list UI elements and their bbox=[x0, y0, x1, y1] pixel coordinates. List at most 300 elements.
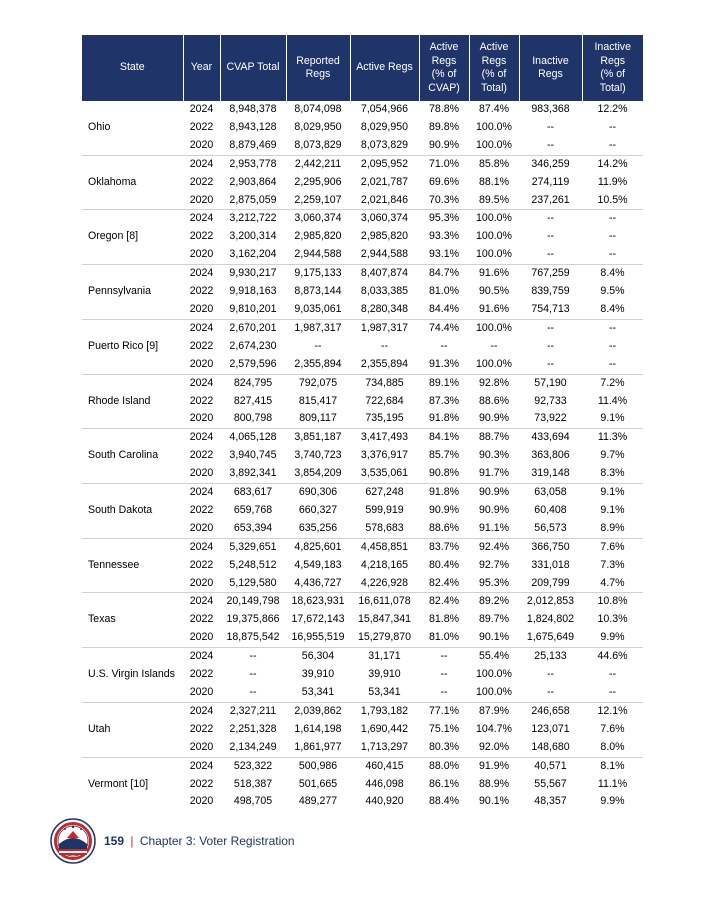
inactive-regs-cell: 433,694 bbox=[519, 429, 582, 447]
reported-regs-cell: 660,327 bbox=[298, 503, 338, 516]
active-pct-cvap-cell: 93.3% bbox=[428, 230, 460, 243]
inactive-regs-cell: 1,824,802 bbox=[526, 613, 575, 626]
active-regs-cell: 2,021,846 bbox=[360, 193, 409, 206]
year-cell: 2020 bbox=[189, 795, 214, 808]
active-pct-cvap-cell: 84.1% bbox=[419, 429, 469, 447]
inactive-pct-total-cell: -- bbox=[582, 319, 643, 337]
active-regs-cell: 7,054,966 bbox=[360, 103, 409, 115]
inactive-regs-cell: -- bbox=[546, 138, 555, 151]
reported-regs-cell: 17,672,143 bbox=[291, 613, 345, 626]
active-regs-cell: 15,847,341 bbox=[357, 613, 412, 626]
active-regs-cell: 1,690,442 bbox=[360, 722, 409, 735]
cvap-total-cell: -- bbox=[249, 686, 257, 698]
footer-separator: | bbox=[130, 834, 134, 848]
active-pct-total-cell: 100.0% bbox=[476, 686, 512, 698]
cvap-total-cell: 3,940,745 bbox=[229, 449, 277, 462]
active-pct-cvap-cell: 85.7% bbox=[428, 449, 460, 462]
inactive-pct-total-cell: -- bbox=[608, 357, 617, 370]
reported-regs-cell: 3,060,374 bbox=[286, 210, 350, 228]
state-name-cell: Rhode Island bbox=[82, 374, 183, 429]
inactive-pct-total-cell: -- bbox=[582, 210, 643, 228]
active-pct-total-cell: 91.7% bbox=[478, 467, 510, 480]
active-pct-total-cell: 88.7% bbox=[469, 429, 519, 447]
reported-regs-cell: 2,295,906 bbox=[294, 175, 342, 188]
year-cell: 2024 bbox=[183, 265, 220, 283]
inactive-regs-cell: -- bbox=[546, 686, 555, 698]
year-cell: 2022 bbox=[189, 613, 214, 626]
active-pct-cvap-cell: 71.0% bbox=[419, 155, 469, 173]
year-cell: 2024 bbox=[183, 155, 220, 173]
reported-regs-cell: 501,665 bbox=[298, 777, 338, 790]
state-name-cell: Utah bbox=[82, 702, 183, 757]
state-name-cell: Oregon [8] bbox=[82, 210, 183, 265]
active-regs-cell: 2,985,820 bbox=[360, 230, 409, 243]
active-pct-cvap-cell: 80.3% bbox=[428, 740, 460, 753]
active-regs-cell: 15,279,870 bbox=[357, 631, 412, 644]
active-pct-cvap-cell: 88.4% bbox=[428, 795, 460, 808]
active-regs-cell: 8,029,950 bbox=[360, 120, 409, 133]
active-pct-total-cell: 91.9% bbox=[469, 757, 519, 775]
reported-regs-cell: 16,955,519 bbox=[291, 631, 345, 644]
active-pct-total-cell: 100.0% bbox=[476, 138, 512, 151]
inactive-regs-cell: 237,261 bbox=[531, 193, 570, 206]
active-regs-cell: 1,713,297 bbox=[360, 740, 409, 753]
page-number: 159 bbox=[104, 834, 125, 848]
active-pct-cvap-cell: 82.4% bbox=[419, 593, 469, 611]
inactive-regs-cell: 60,408 bbox=[534, 503, 567, 516]
active-regs-cell: 3,535,061 bbox=[360, 467, 409, 480]
cvap-total-cell: 800,798 bbox=[233, 412, 273, 425]
year-cell: 2024 bbox=[183, 210, 220, 228]
active-pct-total-cell: 91.1% bbox=[478, 521, 510, 534]
active-pct-cvap-cell: 91.8% bbox=[419, 484, 469, 502]
table-row bbox=[82, 648, 643, 666]
reported-regs-cell: 500,986 bbox=[286, 757, 350, 775]
year-cell: 2024 bbox=[183, 702, 220, 720]
cvap-total-cell: 2,670,201 bbox=[220, 319, 286, 337]
reported-regs-cell: 4,549,183 bbox=[294, 558, 342, 571]
year-cell: 2022 bbox=[189, 503, 214, 516]
year-cell: 2020 bbox=[189, 467, 214, 480]
inactive-pct-total-cell: 11.9% bbox=[597, 175, 628, 188]
state-name-cell: Texas bbox=[82, 593, 183, 648]
inactive-regs-cell: 319,148 bbox=[531, 467, 570, 480]
active-pct-total-cell: 100.0% bbox=[476, 120, 512, 133]
reported-regs-cell: 3,851,187 bbox=[286, 429, 350, 447]
inactive-pct-total-cell: 12.2% bbox=[597, 103, 628, 115]
state-name-cell: Ohio bbox=[88, 120, 111, 133]
inactive-pct-total-cell: -- bbox=[608, 120, 617, 133]
cvap-total-cell: 3,162,204 bbox=[229, 248, 277, 261]
reported-regs-cell: 2,039,862 bbox=[286, 702, 350, 720]
inactive-regs-cell: 2,012,853 bbox=[519, 593, 582, 611]
year-cell: 2022 bbox=[189, 230, 214, 243]
reported-regs-cell: 2,944,588 bbox=[294, 248, 342, 261]
year-cell: 2024 bbox=[189, 103, 214, 115]
inactive-regs-cell: -- bbox=[519, 319, 582, 337]
reported-regs-cell: 53,341 bbox=[301, 686, 335, 698]
active-pct-total-cell: 88.6% bbox=[478, 394, 510, 407]
active-regs-cell: 3,417,493 bbox=[350, 429, 419, 447]
active-pct-cvap-cell: 91.8% bbox=[428, 412, 460, 425]
active-regs-cell: 735,195 bbox=[365, 412, 404, 425]
reported-regs-cell: 9,175,133 bbox=[286, 265, 350, 283]
cvap-total-cell: 824,795 bbox=[220, 374, 286, 392]
inactive-pct-total-cell: 9.1% bbox=[582, 484, 643, 502]
inactive-pct-total-cell: 7.2% bbox=[582, 374, 643, 392]
year-cell: 2020 bbox=[189, 302, 214, 315]
cvap-total-cell: 2,674,230 bbox=[229, 339, 277, 352]
inactive-pct-total-cell: 8.9% bbox=[600, 521, 625, 534]
header-reported-regs: Reported Regs bbox=[286, 35, 350, 101]
active-pct-cvap-cell: 89.1% bbox=[419, 374, 469, 392]
active-regs-cell: 734,885 bbox=[350, 374, 419, 392]
state-name-cell: Tennessee bbox=[82, 538, 183, 593]
active-regs-cell: 31,171 bbox=[350, 648, 419, 666]
footer-text bbox=[104, 834, 295, 848]
inactive-pct-total-cell: -- bbox=[608, 686, 617, 698]
cvap-total-cell: 9,810,201 bbox=[229, 302, 277, 315]
cvap-total-cell: 18,875,542 bbox=[226, 631, 280, 644]
inactive-pct-total-cell: 11.4% bbox=[597, 394, 628, 407]
inactive-regs-cell: -- bbox=[519, 210, 582, 228]
active-pct-total-cell: 100.0% bbox=[476, 230, 512, 243]
active-regs-cell: -- bbox=[380, 339, 389, 352]
inactive-regs-cell: -- bbox=[546, 357, 555, 370]
inactive-pct-total-cell: 9.9% bbox=[600, 631, 625, 644]
inactive-regs-cell: 56,573 bbox=[534, 521, 567, 534]
reported-regs-cell: 815,417 bbox=[298, 394, 338, 407]
header-state: State bbox=[82, 35, 183, 101]
inactive-regs-cell: 48,357 bbox=[534, 795, 567, 808]
inactive-regs-cell: 57,190 bbox=[519, 374, 582, 392]
year-cell: 2024 bbox=[183, 757, 220, 775]
cvap-total-cell: 683,617 bbox=[220, 484, 286, 502]
reported-regs-cell: 3,854,209 bbox=[294, 467, 342, 480]
reported-regs-cell: 8,873,144 bbox=[294, 285, 342, 298]
year-cell: 2020 bbox=[189, 412, 214, 425]
year-cell: 2022 bbox=[189, 449, 214, 462]
reported-regs-cell: 1,987,317 bbox=[286, 319, 350, 337]
reported-regs-cell: 2,985,820 bbox=[294, 230, 342, 243]
year-cell: 2022 bbox=[189, 777, 214, 790]
active-pct-total-cell: 85.8% bbox=[469, 155, 519, 173]
active-pct-total-cell: 100.0% bbox=[469, 210, 519, 228]
inactive-regs-cell: 73,922 bbox=[534, 412, 567, 425]
inactive-pct-total-cell: 8.4% bbox=[600, 302, 625, 315]
active-regs-cell: 4,218,165 bbox=[360, 558, 409, 571]
chapter-title: Chapter 3: Voter Registration bbox=[139, 834, 295, 848]
active-pct-total-cell: 89.5% bbox=[478, 193, 510, 206]
cvap-total-cell: 653,394 bbox=[233, 521, 273, 534]
inactive-pct-total-cell: 7.6% bbox=[582, 538, 643, 556]
table-body bbox=[82, 101, 643, 811]
page-footer bbox=[50, 815, 295, 867]
inactive-regs-cell: 63,058 bbox=[519, 484, 582, 502]
reported-regs-cell: 1,614,198 bbox=[294, 722, 342, 735]
inactive-regs-cell: -- bbox=[546, 230, 555, 243]
inactive-regs-cell: 55,567 bbox=[534, 777, 567, 790]
year-cell: 2024 bbox=[183, 429, 220, 447]
inactive-regs-cell: 246,658 bbox=[519, 702, 582, 720]
table-row bbox=[82, 210, 643, 228]
inactive-regs-cell: 148,680 bbox=[531, 740, 570, 753]
cvap-total-cell: 5,248,512 bbox=[229, 558, 277, 571]
year-cell: 2022 bbox=[189, 175, 214, 188]
active-pct-cvap-cell: 91.3% bbox=[428, 357, 460, 370]
year-cell: 2024 bbox=[183, 374, 220, 392]
year-cell: 2020 bbox=[189, 631, 214, 644]
inactive-regs-cell: 983,368 bbox=[531, 103, 570, 115]
cvap-total-cell: 4,065,128 bbox=[220, 429, 286, 447]
year-cell: 2020 bbox=[189, 248, 214, 261]
cvap-total-cell: 20,149,798 bbox=[220, 593, 286, 611]
table-row bbox=[82, 101, 643, 119]
year-cell: 2020 bbox=[189, 686, 214, 698]
active-pct-cvap-cell: 93.1% bbox=[428, 248, 460, 261]
table-row bbox=[82, 265, 643, 283]
active-pct-total-cell: 92.8% bbox=[469, 374, 519, 392]
active-pct-total-cell: 90.1% bbox=[478, 631, 510, 644]
inactive-pct-total-cell: 7.6% bbox=[600, 722, 625, 735]
reported-regs-cell: 3,740,723 bbox=[294, 449, 342, 462]
inactive-pct-total-cell: -- bbox=[608, 138, 617, 151]
active-regs-cell: 578,683 bbox=[365, 521, 404, 534]
reported-regs-cell: 1,861,977 bbox=[294, 740, 342, 753]
active-pct-total-cell: 88.9% bbox=[478, 777, 510, 790]
active-regs-cell: 2,355,894 bbox=[360, 357, 409, 370]
voter-registration-table bbox=[82, 35, 643, 811]
active-pct-cvap-cell: 70.3% bbox=[428, 193, 460, 206]
cvap-total-cell: 2,903,864 bbox=[229, 175, 277, 188]
active-pct-cvap-cell: 81.0% bbox=[428, 285, 460, 298]
active-pct-cvap-cell: 84.7% bbox=[419, 265, 469, 283]
reported-regs-cell: 2,355,894 bbox=[294, 357, 342, 370]
active-pct-cvap-cell: 90.9% bbox=[428, 138, 460, 151]
reported-regs-cell: 8,074,098 bbox=[294, 103, 342, 115]
active-pct-total-cell: 90.5% bbox=[478, 285, 510, 298]
table-row bbox=[82, 429, 643, 447]
active-regs-cell: 16,611,078 bbox=[350, 593, 419, 611]
inactive-pct-total-cell: 14.2% bbox=[582, 155, 643, 173]
active-pct-total-cell: 100.0% bbox=[476, 357, 512, 370]
inactive-pct-total-cell: 12.1% bbox=[582, 702, 643, 720]
active-regs-cell: 8,073,829 bbox=[360, 138, 409, 151]
reported-regs-cell: 792,075 bbox=[286, 374, 350, 392]
cvap-total-cell: 2,579,596 bbox=[229, 357, 277, 370]
active-pct-total-cell: 100.0% bbox=[476, 248, 512, 261]
active-pct-total-cell: 95.3% bbox=[478, 576, 510, 589]
active-pct-cvap-cell: 90.8% bbox=[428, 467, 460, 480]
active-pct-cvap-cell: 81.8% bbox=[428, 613, 460, 626]
active-regs-cell: 8,033,385 bbox=[360, 285, 409, 298]
year-cell: 2020 bbox=[189, 193, 214, 206]
active-pct-cvap-cell: -- bbox=[419, 648, 469, 666]
active-regs-cell: 2,944,588 bbox=[360, 248, 409, 261]
inactive-pct-total-cell: 9.7% bbox=[600, 449, 625, 462]
header-inactive-regs: Inactive Regs bbox=[519, 35, 582, 101]
cvap-total-cell: -- bbox=[220, 648, 286, 666]
inactive-pct-total-cell: -- bbox=[608, 248, 617, 261]
active-pct-cvap-cell: 88.6% bbox=[428, 521, 460, 534]
reported-regs-cell: -- bbox=[314, 339, 322, 352]
cvap-total-cell: 827,415 bbox=[233, 394, 273, 407]
active-regs-cell: 722,684 bbox=[365, 394, 404, 407]
inactive-pct-total-cell: 4.7% bbox=[600, 576, 625, 589]
active-regs-cell: 2,095,952 bbox=[350, 155, 419, 173]
active-pct-cvap-cell: 74.4% bbox=[419, 319, 469, 337]
inactive-pct-total-cell: 9.5% bbox=[600, 285, 625, 298]
active-regs-cell: 446,098 bbox=[365, 777, 404, 790]
table-row bbox=[82, 757, 643, 775]
table-row bbox=[82, 538, 643, 556]
active-pct-cvap-cell: 90.9% bbox=[428, 503, 460, 516]
cvap-total-cell: 2,134,249 bbox=[229, 740, 277, 753]
header-cvap-total: CVAP Total bbox=[220, 35, 286, 101]
inactive-pct-total-cell: 8.4% bbox=[582, 265, 643, 283]
inactive-pct-total-cell: 8.1% bbox=[582, 757, 643, 775]
reported-regs-cell: 8,029,950 bbox=[294, 120, 342, 133]
inactive-regs-cell: 346,259 bbox=[519, 155, 582, 173]
year-cell: 2020 bbox=[189, 138, 214, 151]
cvap-total-cell: 8,879,469 bbox=[229, 138, 277, 151]
state-name-cell: U.S. Virgin Islands bbox=[82, 648, 183, 703]
reported-regs-cell: 2,259,107 bbox=[294, 193, 342, 206]
cvap-total-cell: 518,387 bbox=[233, 777, 273, 790]
cvap-total-cell: 2,953,778 bbox=[220, 155, 286, 173]
year-cell: 2024 bbox=[183, 593, 220, 611]
year-cell: 2024 bbox=[183, 484, 220, 502]
year-cell: 2024 bbox=[183, 538, 220, 556]
reported-regs-cell: 4,436,727 bbox=[294, 576, 342, 589]
year-cell: 2022 bbox=[189, 120, 214, 133]
inactive-regs-cell: 767,259 bbox=[519, 265, 582, 283]
inactive-pct-total-cell: 8.3% bbox=[600, 467, 625, 480]
active-pct-total-cell: 90.9% bbox=[478, 412, 510, 425]
cvap-total-cell: 3,200,314 bbox=[229, 230, 277, 243]
state-name-cell: Vermont [10] bbox=[82, 757, 183, 811]
inactive-regs-cell: -- bbox=[546, 120, 555, 133]
inactive-regs-cell: 40,571 bbox=[519, 757, 582, 775]
cvap-total-cell: 3,892,341 bbox=[229, 467, 277, 480]
year-cell: 2022 bbox=[189, 339, 214, 352]
active-regs-cell: 1,987,317 bbox=[350, 319, 419, 337]
active-regs-cell: 2,021,787 bbox=[360, 175, 409, 188]
year-cell: 2022 bbox=[189, 394, 214, 407]
active-pct-cvap-cell: 78.8% bbox=[428, 103, 460, 115]
active-pct-total-cell: 55.4% bbox=[469, 648, 519, 666]
active-regs-cell: 4,458,851 bbox=[350, 538, 419, 556]
active-pct-cvap-cell: 86.1% bbox=[428, 777, 460, 790]
active-pct-total-cell: 104.7% bbox=[476, 722, 512, 735]
cvap-total-cell: 9,930,217 bbox=[220, 265, 286, 283]
reported-regs-cell: 8,073,829 bbox=[294, 138, 342, 151]
active-pct-cvap-cell: 77.1% bbox=[419, 702, 469, 720]
reported-regs-cell: 39,910 bbox=[301, 668, 335, 681]
cvap-total-cell: 2,327,211 bbox=[220, 702, 286, 720]
active-regs-cell: 8,407,874 bbox=[350, 265, 419, 283]
year-cell: 2024 bbox=[183, 648, 220, 666]
active-pct-cvap-cell: 80.4% bbox=[428, 558, 460, 571]
inactive-regs-cell: 209,799 bbox=[531, 576, 570, 589]
inactive-pct-total-cell: 8.0% bbox=[600, 740, 625, 753]
cvap-total-cell: -- bbox=[249, 668, 257, 681]
active-pct-total-cell: 87.4% bbox=[478, 103, 510, 115]
active-pct-cvap-cell: 84.4% bbox=[428, 302, 460, 315]
reported-regs-cell: 635,256 bbox=[298, 521, 338, 534]
active-pct-cvap-cell: 81.0% bbox=[428, 631, 460, 644]
table-row bbox=[82, 593, 643, 611]
header-inactive-pct-total: Inactive Regs (% of Total) bbox=[582, 35, 643, 101]
table-row bbox=[82, 155, 643, 173]
active-regs-cell: 1,793,182 bbox=[350, 702, 419, 720]
inactive-regs-cell: 754,713 bbox=[531, 302, 570, 315]
cvap-total-cell: 659,768 bbox=[233, 503, 273, 516]
inactive-pct-total-cell: 9.9% bbox=[600, 795, 625, 808]
active-pct-total-cell: 92.7% bbox=[478, 558, 510, 571]
active-pct-cvap-cell: -- bbox=[440, 339, 448, 352]
cvap-total-cell: 9,918,163 bbox=[229, 285, 277, 298]
active-regs-cell: 4,226,928 bbox=[360, 576, 409, 589]
active-regs-cell: 440,920 bbox=[365, 795, 404, 808]
header-year: Year bbox=[183, 35, 220, 101]
reported-regs-cell: 2,442,211 bbox=[286, 155, 350, 173]
cvap-total-cell: 5,329,651 bbox=[220, 538, 286, 556]
inactive-regs-cell: 25,133 bbox=[519, 648, 582, 666]
active-regs-cell: 3,060,374 bbox=[350, 210, 419, 228]
active-pct-cvap-cell: -- bbox=[440, 668, 448, 681]
active-pct-cvap-cell: 69.6% bbox=[428, 175, 460, 188]
year-cell: 2022 bbox=[189, 668, 214, 681]
active-pct-total-cell: 92.4% bbox=[469, 538, 519, 556]
state-name-cell: Puerto Rico [9] bbox=[82, 319, 183, 374]
year-cell: 2020 bbox=[189, 357, 214, 370]
reported-regs-cell: 9,035,061 bbox=[294, 302, 342, 315]
active-pct-cvap-cell: -- bbox=[440, 686, 448, 698]
year-cell: 2020 bbox=[189, 521, 214, 534]
state-name-cell: Pennsylvania bbox=[82, 265, 183, 320]
active-pct-total-cell: 89.7% bbox=[478, 613, 510, 626]
active-pct-total-cell: 90.1% bbox=[478, 795, 510, 808]
cvap-total-cell: 498,705 bbox=[233, 795, 273, 808]
year-cell: 2022 bbox=[189, 558, 214, 571]
table-row bbox=[82, 374, 643, 392]
table-header-row bbox=[82, 35, 643, 101]
active-regs-cell: 39,910 bbox=[368, 668, 401, 681]
cvap-total-cell: 19,375,866 bbox=[226, 613, 280, 626]
active-pct-cvap-cell: 82.4% bbox=[428, 576, 460, 589]
inactive-pct-total-cell: 10.3% bbox=[597, 613, 628, 626]
inactive-regs-cell: 92,733 bbox=[534, 394, 567, 407]
table-row bbox=[82, 319, 643, 337]
header-active-regs: Active Regs bbox=[350, 35, 419, 101]
year-cell: 2020 bbox=[189, 576, 214, 589]
active-pct-total-cell: 88.1% bbox=[478, 175, 510, 188]
reported-regs-cell: 809,117 bbox=[299, 412, 337, 425]
inactive-regs-cell: 274,119 bbox=[531, 175, 570, 188]
active-pct-total-cell: 91.6% bbox=[478, 302, 510, 315]
inactive-pct-total-cell: 44.6% bbox=[582, 648, 643, 666]
inactive-pct-total-cell: -- bbox=[608, 230, 617, 243]
active-pct-total-cell: 100.0% bbox=[469, 319, 519, 337]
active-pct-total-cell: 90.9% bbox=[469, 484, 519, 502]
active-regs-cell: 3,376,917 bbox=[360, 449, 409, 462]
inactive-pct-total-cell: 11.3% bbox=[582, 429, 643, 447]
inactive-pct-total-cell: 7.3% bbox=[600, 558, 625, 571]
active-regs-cell: 8,280,348 bbox=[360, 302, 409, 315]
active-pct-total-cell: 100.0% bbox=[476, 668, 512, 681]
inactive-regs-cell: -- bbox=[546, 668, 555, 681]
